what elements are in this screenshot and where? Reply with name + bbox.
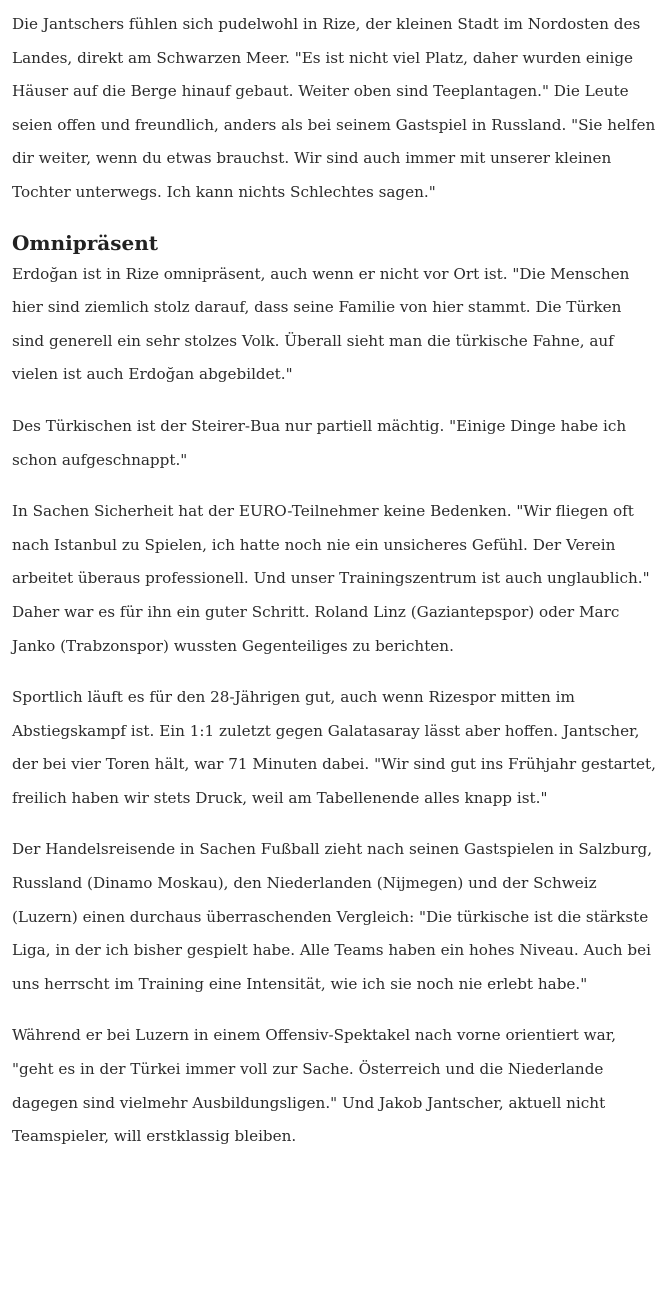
article-paragraph: Erdoğan ist in Rize omnipräsent, auch wenn er nicht vor Ort ist. "Die Menschen hier sind ziemlich stolz darauf, dass seine Familie von hier stammt. Die Türken sind generell ein sehr stolzes Volk. Überall sieht man die türkische Fahne, auf vielen ist auch Erdoğan abgebildet.": [12, 264, 630, 384]
article-paragraph: In Sachen Sicherheit hat der EURO-Teilnehmer keine Bedenken. "Wir fliegen oft nach Istanbul zu Spielen, ich hatte noch nie ein unsicheres Gefühl. Der Verein arbeitet überaus professionell. Und unser Trainingszentrum ist auch unglaublich." Daher war es für ihn ein guter Schritt. Roland Linz (Gaziantepspor) oder Marc Janko (Trabzonspor) wussten Gegenteiliges zu berichten.: [12, 502, 650, 655]
article-paragraph: Während er bei Luzern in einem Offensiv-Spektakel nach vorne orientiert war, "geht es in der Türkei immer voll zur Sache. Österreich und die Niederlande dagegen sind vielmehr Ausbildungsligen." Und Jakob Jantscher, aktuell nicht Teamspieler, will erstklassig bleiben.: [12, 1026, 617, 1146]
section-heading: Omnipräsent: [12, 230, 158, 255]
article-paragraph: Der Handelsreisende in Sachen Fußball zieht nach seinen Gastspielen in Salzburg, Russland (Dinamo Moskau), den Niederlanden (Nijmegen) und der Schweiz (Luzern) einen durchaus überraschenden Vergleich: "Die türkische ist die stärkste Liga, in der ich bisher gespielt habe. Alle Teams haben ein hohes Niveau. Auch bei uns herrscht im Training eine Intensität, wie ich sie noch nie erlebt habe.": [12, 840, 653, 993]
article-paragraph: Des Türkischen ist der Steirer-Bua nur partiell mächtig. "Einige Dinge habe ich schon aufgeschnappt.": [12, 416, 627, 469]
article-paragraph: Sportlich läuft es für den 28-Jährigen gut, auch wenn Rizespor mitten im Abstiegskampf ist. Ein 1:1 zuletzt gegen Galatasaray lässt aber hoffen. Jantscher, der bei vier Toren hält, war 71 Minuten dabei. "Wir sind gut ins Frühjahr gestartet, freilich haben wir stets Druck, weil am Tabellenende alles knapp ist.": [12, 688, 656, 807]
article-paragraph-intro: Die Jantschers fühlen sich pudelwohl in Rize, der kleinen Stadt im Nordosten des Landes, direkt am Schwarzen Meer. "Es ist nicht viel Platz, daher wurden einige Häuser auf die Berge hinauf gebaut. Weiter oben sind Teeplantagen." Die Leute seien offen und freundlich, anders als bei seinem Gastspiel in Russland. "Sie helfen dir weiter, wenn du etwas brauchst. Wir sind auch immer mit unserer kleinen Tochter unterwegs. Ich kann nichts Schlechtes sagen.": [12, 15, 656, 201]
